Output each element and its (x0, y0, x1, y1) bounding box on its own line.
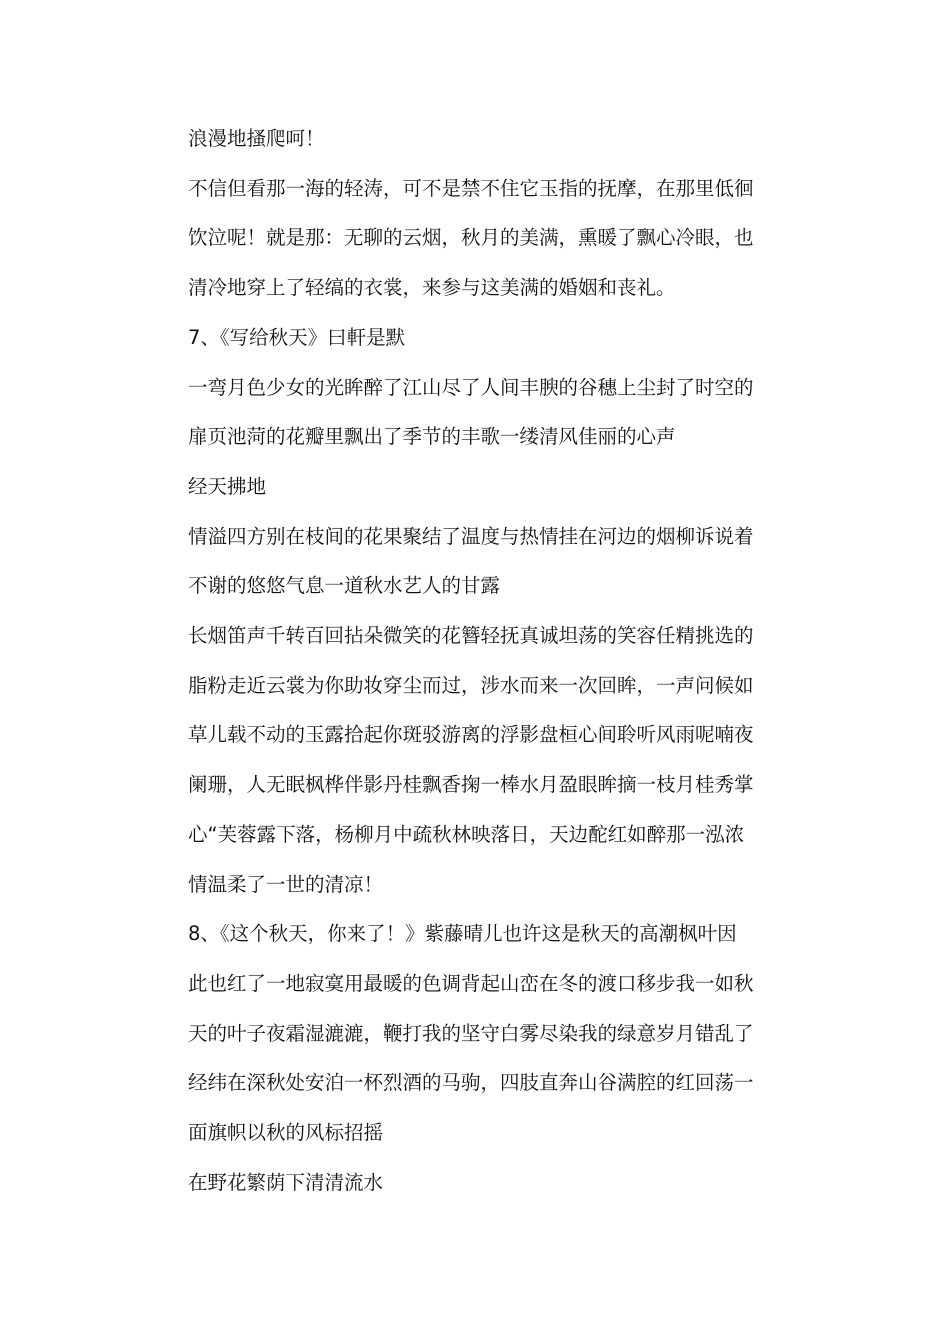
text-line: 面旗帜以秋的风标招摇 (188, 1121, 384, 1145)
text-line: 情温柔了一世的清凉！ (188, 872, 384, 896)
section-heading: 7、《写给秋天》曰軒是默 (188, 325, 406, 349)
text-line: 心“芙蓉露下落，杨柳月中疏秋林映落日，天边酡红如醉那一泓浓 (188, 822, 745, 846)
text-line: 清冷地穿上了轻缟的衣裳，来参与这美满的婚姻和丧礼。 (188, 276, 676, 300)
text-line: 一弯月色少女的光眸醉了江山尽了人间丰腴的谷穗上尘封了时空的 (188, 375, 754, 399)
text-line: 脂粉走近云裳为你助妆穿尘而过，涉水而来一次回眸，一声问候如 (188, 673, 754, 697)
section-heading: 8、《这个秋天，你来了！》紫藤晴儿也许这是秋天的高潮枫叶因 (188, 922, 737, 946)
text-line: 经纬在深秋处安泊一杯烈酒的马驹，四肢直奔山谷满腔的红回荡一 (188, 1071, 754, 1095)
document-body (188, 114, 813, 1207)
text-line: 扉页池菏的花瓣里飘出了季节的丰歌一缕清风佳丽的心声 (188, 425, 676, 449)
text-line: 草儿载不动的玉露拾起你斑驳游离的浮影盘桓心间聆听风雨呢喃夜 (188, 723, 754, 747)
text-line: 情溢四方别在枝间的花果聚结了温度与热情挂在河边的烟柳诉说着 (188, 524, 754, 548)
text-line: 浪漫地搔爬呵！ (188, 127, 325, 150)
text-line: 不信但看那一海的轻涛，可不是禁不住它玉指的抚摩，在那里低徊 (188, 176, 754, 200)
text-line: 在野花繁荫下清清流水 (188, 1170, 384, 1194)
text-line: 饮泣呢！就是那：无聊的云烟，秋月的美满，熏暖了飘心冷眼，也 (188, 226, 754, 250)
text-line: 天的叶子夜霜湿漉漉，鞭打我的坚守白雾尽染我的绿意岁月错乱了 (188, 1021, 754, 1045)
text-line: 不谢的悠悠气息一道秋水艺人的甘露 (188, 574, 501, 598)
text-line: 阑珊，人无眠枫桦伴影丹桂飘香掬一棒水月盈眼眸摘一枝月桂秀掌 (188, 773, 754, 797)
text-line: 长烟笛声千转百回拈朵微笑的花簪轻抚真诚坦荡的笑容任精挑选的 (188, 624, 754, 648)
text-line: 经天拂地 (188, 474, 267, 498)
text-line: 此也红了一地寂寞用最暖的色调背起山峦在冬的渡口移步我一如秋 (188, 971, 754, 995)
